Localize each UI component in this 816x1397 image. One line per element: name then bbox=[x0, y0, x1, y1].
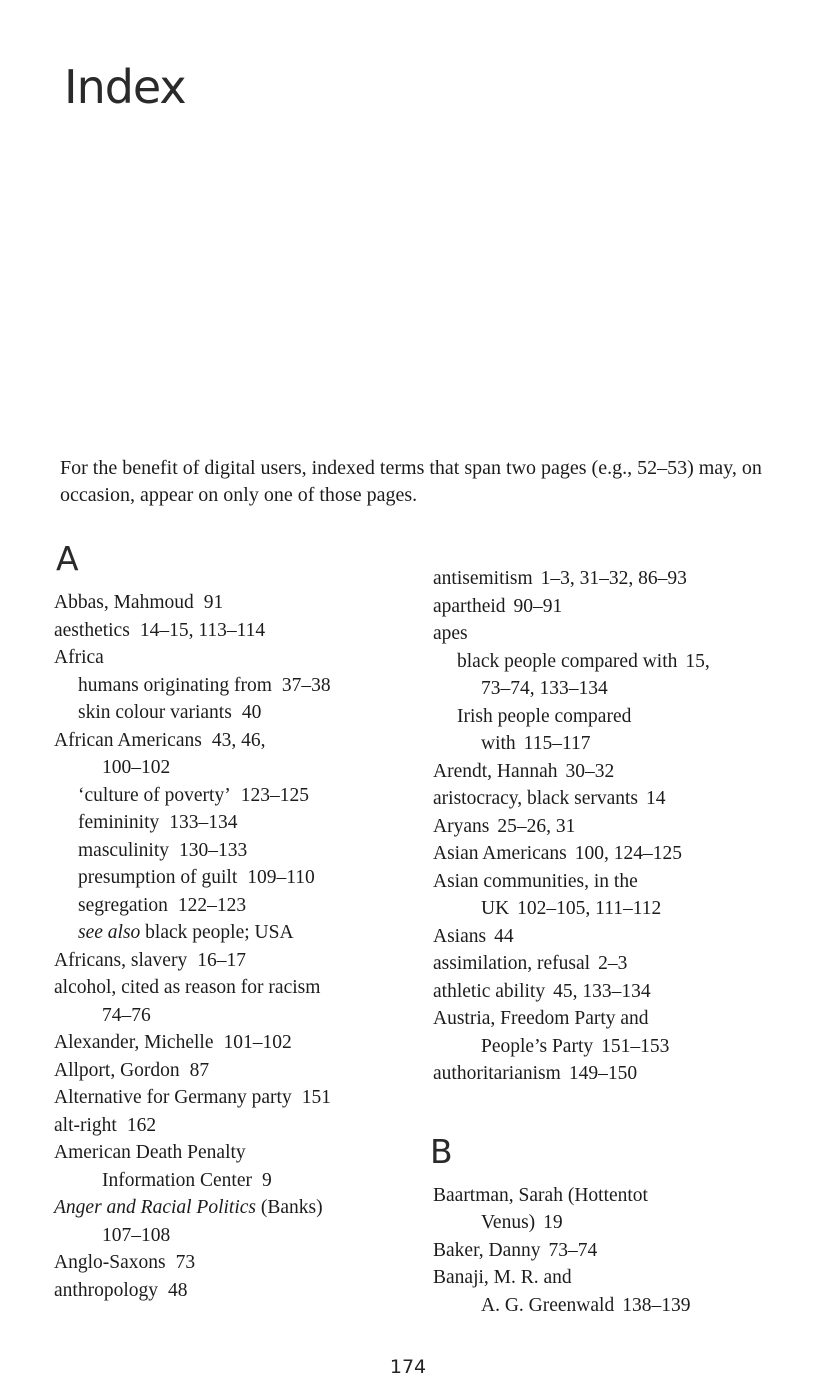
entry-pages: 74–76 bbox=[102, 1004, 151, 1026]
index-entry-continuation bbox=[430, 895, 790, 923]
entry-pages: 9 bbox=[262, 1169, 272, 1191]
entry-term: with bbox=[481, 733, 516, 754]
index-entry bbox=[48, 617, 408, 645]
index-entry-continuation bbox=[48, 1222, 408, 1250]
entry-term: Africa bbox=[54, 647, 104, 668]
index-entry bbox=[430, 868, 790, 896]
entry-term: masculinity bbox=[78, 839, 169, 861]
index-cross-reference bbox=[48, 919, 408, 947]
entry-pages: 73–74, 133–134 bbox=[481, 678, 608, 699]
entry-term: athletic ability bbox=[433, 980, 546, 1002]
index-entry bbox=[430, 840, 790, 868]
entry-term: skin colour variants bbox=[78, 702, 232, 723]
right-column bbox=[430, 565, 790, 1319]
index-entry bbox=[430, 1237, 790, 1265]
entry-pages: 40 bbox=[241, 702, 262, 723]
entry-term: A. G. Greenwald bbox=[481, 1294, 615, 1316]
index-entry bbox=[48, 1194, 408, 1222]
index-entry-continuation bbox=[430, 730, 790, 758]
section-letter-b: B bbox=[430, 1131, 453, 1171]
index-entry bbox=[430, 785, 790, 813]
entry-term: Aryans bbox=[433, 815, 490, 837]
entry-pages: 87 bbox=[189, 1059, 210, 1081]
entry-term: apes bbox=[433, 623, 468, 644]
index-entry-continuation bbox=[48, 1167, 408, 1195]
entry-term: assimilation, refusal bbox=[433, 953, 591, 974]
entry-term: black people compared with bbox=[457, 650, 678, 672]
entry-term: (Banks) bbox=[260, 1197, 323, 1218]
entry-pages: 151–153 bbox=[601, 1035, 670, 1057]
index-subentry bbox=[430, 703, 790, 731]
index-subentry bbox=[48, 699, 408, 727]
entry-term: femininity bbox=[78, 812, 160, 833]
entry-term: alt-right bbox=[54, 1114, 117, 1136]
entry-term: Irish people compared bbox=[457, 705, 632, 727]
index-entry bbox=[430, 565, 790, 593]
index-entry bbox=[48, 727, 408, 755]
entry-pages: 37–38 bbox=[281, 674, 331, 696]
entry-pages: 1–3, 31–32, 86–93 bbox=[540, 568, 687, 589]
entry-term: Allport, Gordon bbox=[54, 1059, 180, 1081]
entry-term: Abbas, Mahmoud bbox=[54, 592, 194, 613]
index-entry bbox=[430, 923, 790, 951]
index-entry bbox=[430, 758, 790, 786]
entry-term: black people; USA bbox=[145, 922, 294, 943]
index-subentry bbox=[48, 672, 408, 700]
index-subentry bbox=[430, 648, 790, 676]
index-subentry bbox=[48, 837, 408, 865]
index-entry bbox=[48, 1084, 408, 1112]
entry-term: Alternative for Germany party bbox=[54, 1087, 292, 1108]
entry-pages: 19 bbox=[543, 1212, 563, 1233]
entry-term: Asians bbox=[433, 925, 487, 947]
entry-term: authoritarianism bbox=[433, 1063, 561, 1084]
index-entry bbox=[48, 1139, 408, 1167]
index-entry bbox=[48, 1112, 408, 1140]
page-title: Index bbox=[64, 60, 186, 114]
entry-term: presumption of guilt bbox=[78, 867, 238, 888]
entry-pages: 107–108 bbox=[102, 1224, 171, 1246]
entry-term: Asian Americans bbox=[433, 843, 567, 864]
entry-pages: 48 bbox=[167, 1279, 188, 1301]
entry-pages: 109–110 bbox=[247, 867, 315, 888]
index-entry bbox=[48, 1057, 408, 1085]
index-entry bbox=[48, 1029, 408, 1057]
index-entry bbox=[48, 589, 408, 617]
intro-note: For the benefit of digital users, indexed terms that span two pages (e.g., 52–53) may, on occasion, appear on only one of those pages. bbox=[60, 457, 762, 506]
entry-pages: 130–133 bbox=[179, 839, 248, 861]
entry-term: Africans, slavery bbox=[54, 949, 188, 971]
entry-pages: 100, 124–125 bbox=[574, 843, 683, 864]
index-entry bbox=[430, 1182, 790, 1210]
page-number: 174 bbox=[389, 1356, 427, 1378]
entry-pages: 14 bbox=[646, 788, 666, 809]
entry-pages: 44 bbox=[494, 925, 514, 947]
entry-term: Arendt, Hannah bbox=[433, 760, 558, 782]
entry-term: aristocracy, black servants bbox=[433, 788, 639, 809]
entry-pages: 15, bbox=[685, 650, 710, 672]
index-subentry bbox=[48, 864, 408, 892]
entry-pages: 43, 46, bbox=[211, 729, 266, 751]
entry-pages: 133–134 bbox=[169, 812, 238, 833]
entry-pages: 122–123 bbox=[177, 894, 247, 916]
entry-term: Venus) bbox=[481, 1212, 536, 1233]
index-entry bbox=[430, 950, 790, 978]
entry-term: antisemitism bbox=[433, 568, 533, 589]
entry-term: UK bbox=[481, 898, 510, 919]
entry-term: humans originating from bbox=[78, 674, 272, 696]
entry-term: apartheid bbox=[433, 595, 506, 617]
entry-term: Banaji, M. R. and bbox=[433, 1267, 572, 1288]
entry-term: ‘culture of poverty’ bbox=[78, 784, 231, 806]
entry-pages: 149–150 bbox=[568, 1063, 638, 1084]
see-also-label: see also bbox=[78, 922, 141, 943]
entry-pages: 100–102 bbox=[102, 757, 171, 778]
book-title: Anger and Racial Politics bbox=[54, 1197, 257, 1218]
index-entry bbox=[48, 1277, 408, 1305]
entry-term: Information Center bbox=[102, 1169, 252, 1191]
entry-term: Baker, Danny bbox=[433, 1239, 541, 1261]
index-entry-continuation bbox=[48, 754, 408, 782]
index-entry bbox=[48, 974, 408, 1002]
index-subentry bbox=[48, 782, 408, 810]
entry-term: alcohol, cited as reason for racism bbox=[54, 977, 321, 998]
index-list-a-left bbox=[48, 589, 408, 1304]
entry-pages: 151 bbox=[301, 1087, 331, 1108]
entry-pages: 102–105, 111–112 bbox=[517, 898, 662, 919]
index-entry bbox=[48, 947, 408, 975]
index-entry bbox=[430, 593, 790, 621]
entry-term: People’s Party bbox=[481, 1035, 594, 1057]
entry-term: Baartman, Sarah (Hottentot bbox=[433, 1184, 648, 1206]
index-entry-continuation bbox=[430, 675, 790, 703]
entry-term: segregation bbox=[78, 894, 168, 916]
index-entry-continuation bbox=[430, 1033, 790, 1061]
entry-pages: 91 bbox=[203, 592, 224, 613]
index-entry bbox=[48, 1249, 408, 1277]
index-entry-continuation bbox=[48, 1002, 408, 1030]
index-subentry bbox=[48, 809, 408, 837]
index-entry bbox=[430, 1005, 790, 1033]
index-entry bbox=[430, 813, 790, 841]
entry-term: African Americans bbox=[54, 729, 202, 751]
index-entry bbox=[430, 1060, 790, 1088]
entry-term: anthropology bbox=[54, 1279, 158, 1301]
index-entry-continuation bbox=[430, 1292, 790, 1320]
entry-pages: 101–102 bbox=[223, 1032, 292, 1053]
entry-pages: 73–74 bbox=[548, 1239, 598, 1261]
index-list-a-right bbox=[430, 565, 790, 1088]
entry-pages: 2–3 bbox=[598, 953, 628, 974]
entry-term: American Death Penalty bbox=[54, 1142, 246, 1163]
left-column bbox=[48, 537, 408, 1304]
index-entry-continuation bbox=[430, 1209, 790, 1237]
entry-pages: 162 bbox=[126, 1114, 157, 1136]
entry-term: Anglo-Saxons bbox=[54, 1252, 166, 1273]
entry-pages: 14–15, 113–114 bbox=[139, 619, 266, 641]
entry-pages: 138–139 bbox=[622, 1294, 691, 1316]
entry-pages: 90–91 bbox=[513, 595, 563, 617]
entry-pages: 115–117 bbox=[523, 733, 591, 754]
section-letter-a: A bbox=[56, 539, 79, 578]
entry-pages: 30–32 bbox=[565, 760, 615, 782]
entry-term: Alexander, Michelle bbox=[54, 1032, 214, 1053]
entry-pages: 123–125 bbox=[240, 784, 309, 806]
entry-pages: 73 bbox=[175, 1252, 196, 1273]
index-entry bbox=[48, 644, 408, 672]
entry-term: Austria, Freedom Party and bbox=[433, 1008, 649, 1029]
entry-pages: 25–26, 31 bbox=[497, 815, 576, 837]
index-list-b-right bbox=[430, 1182, 790, 1320]
index-entry bbox=[430, 620, 790, 648]
index-subentry bbox=[48, 892, 408, 920]
index-entry bbox=[430, 978, 790, 1006]
entry-pages: 45, 133–134 bbox=[553, 980, 651, 1002]
entry-term: Asian communities, in the bbox=[433, 870, 638, 892]
entry-pages: 16–17 bbox=[197, 949, 246, 971]
entry-term: aesthetics bbox=[54, 619, 130, 641]
index-entry bbox=[430, 1264, 790, 1292]
